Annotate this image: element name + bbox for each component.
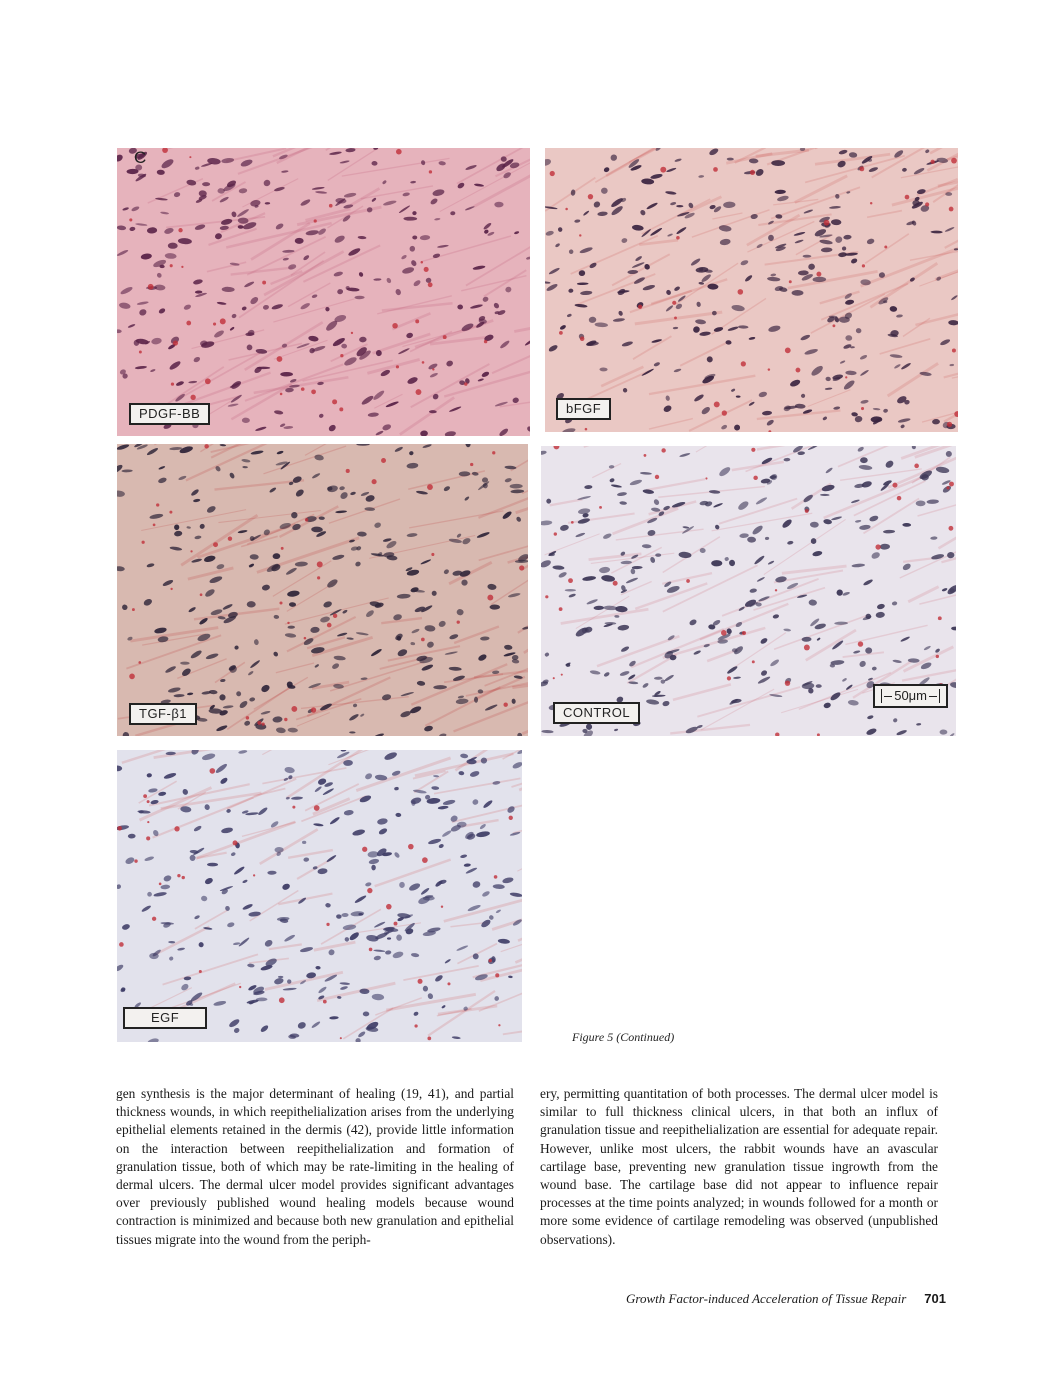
scale-bar	[873, 684, 948, 708]
scale-bar-value: 50μm	[894, 688, 927, 703]
page-number: 701	[924, 1291, 946, 1306]
micrograph-bfgf	[545, 148, 958, 432]
panel-label: EGF	[123, 1007, 207, 1029]
scale-bar-line	[884, 696, 892, 697]
panel-label: bFGF	[556, 398, 611, 420]
panel-label: PDGF-BB	[129, 403, 210, 425]
page-footer	[540, 1291, 946, 1307]
micrograph-egf	[117, 750, 522, 1042]
body-text-left-column: gen synthesis is the major determinant of healing (19, 41), and partial thickness wounds, in which reepithelialization arises from the underlying epithelial elements retained in the dermis (42), provide little information on the interaction between reepithelialization and formation of granulation tissue, both of which may be rate-limiting in the healing of dermal ulcers. The dermal ulcer model provides significant advantages over previously published wound healing models because wound contraction is minimized and because both new granulation and epithelial tissues migrate into the wound from the periph-	[116, 1086, 514, 1247]
panel-letter: C	[134, 148, 147, 167]
panel-label: CONTROL	[553, 702, 640, 724]
micrograph-image	[117, 444, 528, 736]
micrograph-pdgf-bb	[117, 148, 530, 436]
body-text-right-column: ery, permitting quantitation of both processes. The dermal ulcer model is similar to full thickness clinical ulcers, in that both an influx of granulation tissue and reepithelialization are essential for adequate repair. However, unlike most ulcers, the rabbit wounds have an avascular cartilage base, preventing new granulation tissue ingrowth from the wound base. The cartilage base did not appear to influence repair processes at the time points analyzed; in wounds followed for a month or more some evidence of cartilage remodeling was observed (unpublished observations).	[540, 1086, 938, 1247]
figure-caption: Figure 5 (Continued)	[572, 1030, 675, 1044]
panel-label: TGF-β1	[129, 703, 197, 725]
micrograph-tgf-beta1	[117, 444, 528, 736]
running-title: Growth Factor-induced Acceleration of Tissue Repair	[626, 1291, 907, 1306]
micrograph-image	[117, 750, 522, 1042]
micrograph-image	[545, 148, 958, 432]
scale-bar-tick	[881, 689, 882, 703]
micrograph-control	[541, 446, 956, 736]
micrograph-image	[117, 148, 530, 436]
scale-bar-tick	[939, 689, 940, 703]
scale-bar-line	[929, 696, 937, 697]
